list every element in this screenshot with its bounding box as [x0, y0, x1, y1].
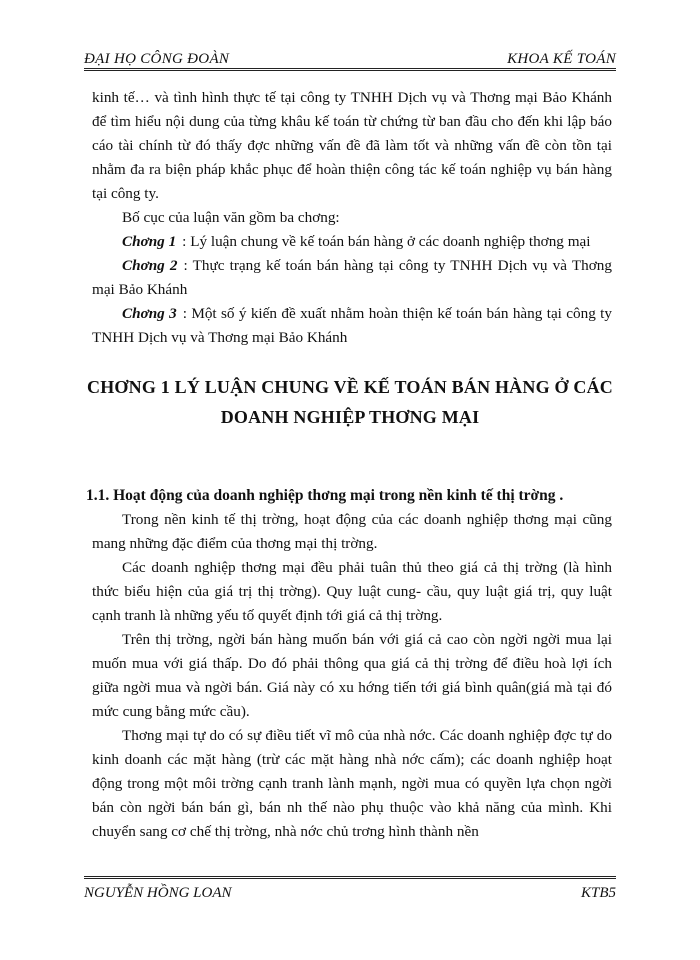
page-header	[84, 44, 616, 68]
body-paragraph: Thơng mại tự do có sự điều tiết vĩ mô của nhà nớc. Các doanh nghiệp đợc tự do kinh doanh các mặt hàng (trừ các mặt hàng nhà nớc cấm); các doanh nghiệp hoạt động trong một môi trờng cạnh tranh lành mạnh, ngời mua có quyền lựa chọn ngời bán còn ngời bán bán gì, bán nh thế nào phụ thuộc vào khả năng của mình. Khi chuyển sang cơ chế thị trờng, nhà nớc chủ trơng hình thành nền	[92, 727, 612, 840]
intro-paragraph: kinh tế… và tình hình thực tế tại công ty TNHH Dịch vụ và Thơng mại Bảo Khánh để tìm hiểu nội dung của từng khâu kế toán từ chứng từ ban đầu cho đến khi lập báo cáo tài chính từ đó thấy đợc những vấn đề đã làm tốt và những vấn đề còn tồn tại nhằm đa ra biện pháp khắc phục để hoàn thiện công tác kế toán nghiệp vụ bán hàng tại công ty.	[92, 89, 612, 202]
chapter-label: Chơng 1	[122, 233, 177, 250]
chapter-heading	[84, 372, 616, 432]
header-rule-double	[84, 70, 616, 71]
footer-author: NGUYỄN HỒNG LOAN	[84, 884, 232, 901]
chapter-label: Chơng 3	[122, 305, 177, 322]
body-paragraph: Các doanh nghiệp thơng mại đều phải tuân thủ theo giá cả thị trờng (là hình thức biểu hiện của giá trị thị trờng). Quy luật cung- cầu, quy luật giá trị, quy luật cạnh tranh là những yếu tố quyết định tới giá cả thị trờng.	[92, 559, 612, 624]
chapter-heading-line-1: CHƠNG 1 LÝ LUẬN CHUNG VỀ KẾ TOÁN BÁN HÀNG Ở CÁC	[87, 377, 613, 397]
header-left: ĐẠI HỌ CÔNG ĐOÀN	[84, 51, 230, 67]
body-paragraph: Trong nền kinh tế thị trờng, hoạt động của các doanh nghiệp thơng mại cũng mang những đặc điểm của thơng mại thị trờng.	[92, 511, 612, 552]
outline-paragraph: Bố cục của luận văn gồm ba chơng:	[122, 209, 340, 226]
header-rule	[84, 68, 616, 69]
chapter-text: : Một số ý kiến đề xuất nhằm hoàn thiện kế toán bán hàng tại công ty TNHH Dịch vụ và Thơng mại Bảo Khánh	[92, 305, 612, 346]
chapter-outline-2	[92, 254, 612, 302]
footer-rule-double	[84, 878, 616, 879]
chapter-heading-line-2: DOANH NGHIỆP THƠNG MẠI	[220, 407, 480, 427]
footer-rule	[84, 876, 616, 877]
chapter-label: Chơng 2	[122, 257, 178, 274]
body-paragraph: Trên thị trờng, ngời bán hàng muốn bán với giá cả cao còn ngời ngời mua lại muốn mua với giá thấp. Do đó phải thông qua giá cả thị trờng để điều hoà lợi ích giữa ngời mua và ngời bán. Giá này có xu hớng tiến tới giá bình quân(giá mà tại đó mức cung bằng mức cầu).	[92, 631, 612, 720]
chapter-text: : Thực trạng kế toán bán hàng tại công ty TNHH Dịch vụ và Thơng mại Bảo Khánh	[92, 257, 612, 298]
chapter-outline-3	[92, 302, 612, 350]
section-1-1	[86, 484, 612, 844]
section-heading: 1.1. Hoạt động của doanh nghiệp thơng mại trong nền kinh tế thị trờng .	[86, 487, 564, 504]
page-footer	[84, 882, 616, 904]
footer-class-code: KTB5	[580, 884, 616, 901]
header-right: KHOA KẾ TOÁN	[507, 51, 616, 67]
intro-block	[92, 86, 612, 350]
chapter-text: : Lý luận chung về kế toán bán hàng ở các doanh nghiệp thơng mại	[182, 233, 591, 250]
chapter-outline-1	[92, 230, 612, 254]
